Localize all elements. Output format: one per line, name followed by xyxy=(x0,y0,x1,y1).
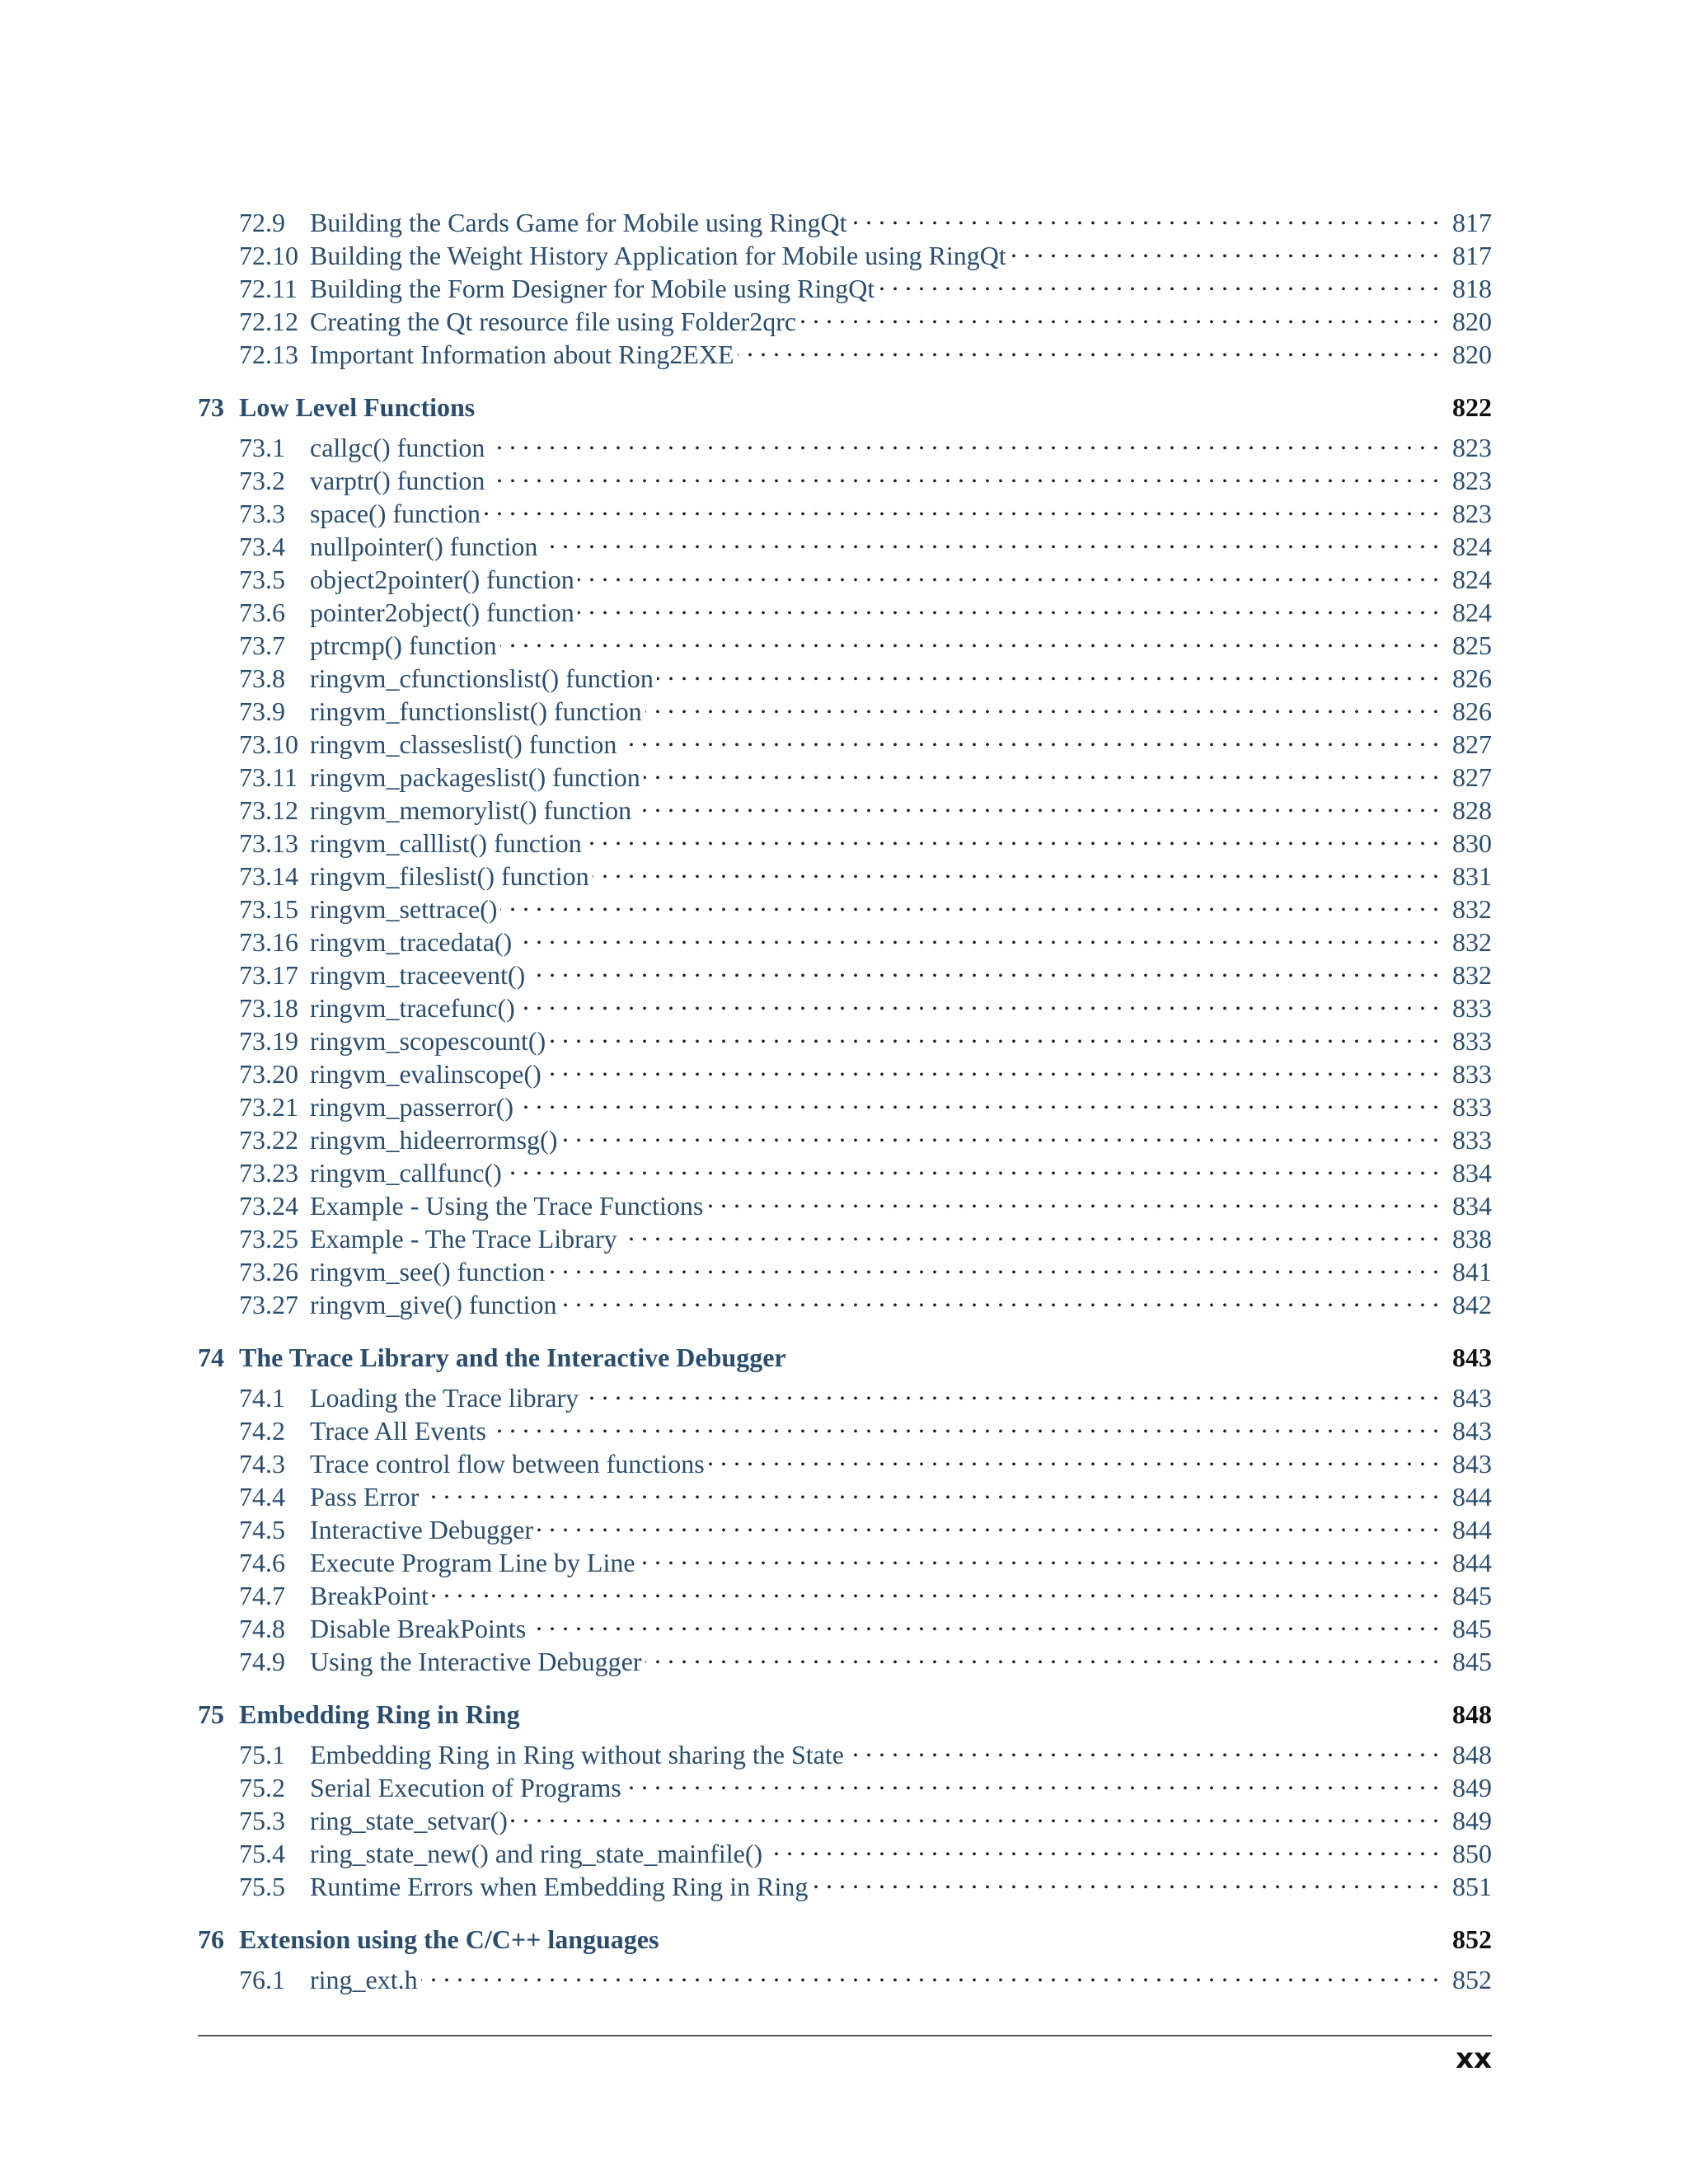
dot-leader xyxy=(537,1506,1439,1539)
section-number: 72.10 xyxy=(239,241,298,270)
section-number: 73.10 xyxy=(239,729,298,759)
dot-leader xyxy=(706,1182,1439,1215)
section-number: 74.7 xyxy=(239,1581,285,1610)
section-page-number: 820 xyxy=(1452,307,1492,336)
dot-leader xyxy=(500,885,1439,918)
dot-leader xyxy=(639,1539,1439,1572)
section-title: Execute Program Line by Line xyxy=(310,1548,635,1577)
chapter-heading-link[interactable] xyxy=(198,1341,1492,1374)
dot-leader xyxy=(432,1572,1439,1605)
section-page-number: 825 xyxy=(1452,630,1492,660)
section-title: ring_state_setvar() xyxy=(310,1806,508,1835)
chapter-title: Embedding Ring in Ring xyxy=(239,1699,520,1729)
section-number: 73.24 xyxy=(239,1191,298,1221)
dot-leader xyxy=(560,1116,1439,1149)
section-number: 73.22 xyxy=(239,1125,298,1155)
dot-leader xyxy=(645,1638,1439,1671)
section-number: 73.4 xyxy=(239,532,285,561)
section-page-number: 817 xyxy=(1452,241,1492,270)
section-title: ptrcmp() function xyxy=(310,630,497,660)
section-title: ringvm_fileslist() function xyxy=(310,861,589,891)
dot-leader xyxy=(738,330,1439,363)
section-number: 73.13 xyxy=(239,828,298,858)
section-page-number: 818 xyxy=(1452,274,1492,303)
dot-leader xyxy=(878,265,1439,298)
section-number: 74.2 xyxy=(239,1416,285,1446)
section-number: 73.11 xyxy=(239,762,298,792)
footer-page-number: xx xyxy=(1456,2042,1492,2075)
table-of-contents xyxy=(198,199,1492,1994)
dot-leader xyxy=(545,1050,1439,1083)
toc-entry-link[interactable] xyxy=(198,1374,1492,1413)
section-title: ringvm_tracedata() xyxy=(310,927,513,957)
section-page-number: 823 xyxy=(1452,499,1492,528)
section-number: 74.5 xyxy=(239,1515,285,1544)
section-number: 73.1 xyxy=(239,433,285,462)
section-title: pointer2object() function xyxy=(310,598,574,627)
toc-group xyxy=(198,1698,1492,1901)
section-title: Runtime Errors when Embedding Ring in Ring xyxy=(310,1872,809,1901)
dot-leader xyxy=(528,951,1439,984)
dot-leader xyxy=(490,1407,1439,1440)
dot-leader xyxy=(708,1440,1439,1473)
section-page-number: 824 xyxy=(1452,598,1492,627)
section-title: Important Information about Ring2EXE xyxy=(310,340,734,369)
section-page-number: 844 xyxy=(1452,1482,1492,1511)
section-page-number: 824 xyxy=(1452,532,1492,561)
section-page-number: 827 xyxy=(1452,729,1492,759)
section-page-number: 851 xyxy=(1452,1872,1492,1901)
section-title: ringvm_memorylist() function xyxy=(310,795,632,825)
section-number: 73.19 xyxy=(239,1026,298,1056)
section-title: Trace All Events xyxy=(310,1416,486,1446)
section-number: 72.12 xyxy=(239,307,298,336)
section-title: ringvm_settrace() xyxy=(310,894,498,924)
dot-leader xyxy=(484,490,1439,523)
section-title: Building the Cards Game for Mobile using RingQt xyxy=(310,208,847,237)
dot-leader xyxy=(421,1956,1439,1989)
section-page-number: 823 xyxy=(1452,466,1492,495)
section-number: 73.6 xyxy=(239,598,285,627)
dot-leader xyxy=(645,687,1439,720)
section-title: Building the Weight History Application for Mobile using RingQt xyxy=(310,241,1006,270)
section-page-number: 845 xyxy=(1452,1647,1492,1676)
section-page-number: 824 xyxy=(1452,565,1492,594)
dot-leader xyxy=(529,1605,1439,1638)
section-number: 73.2 xyxy=(239,466,285,495)
toc-entry-link[interactable] xyxy=(198,1956,1492,1994)
section-title: ringvm_callfunc() xyxy=(310,1158,502,1188)
section-title: Disable BreakPoints xyxy=(310,1614,527,1643)
chapter-title: Low Level Functions xyxy=(239,392,476,422)
section-title: Example - Using the Trace Functions xyxy=(310,1191,704,1221)
dot-leader xyxy=(517,1083,1439,1116)
section-page-number: 848 xyxy=(1452,1740,1492,1769)
dot-leader xyxy=(578,588,1439,621)
section-page-number: 843 xyxy=(1452,1416,1492,1446)
section-number: 74.3 xyxy=(239,1449,285,1479)
dot-leader xyxy=(585,819,1439,852)
section-number: 73.27 xyxy=(239,1290,298,1319)
dot-leader xyxy=(518,984,1439,1017)
dot-leader xyxy=(505,1149,1439,1182)
section-page-number: 834 xyxy=(1452,1158,1492,1188)
section-title: object2pointer() function xyxy=(310,565,574,594)
dot-leader xyxy=(657,654,1439,687)
section-title: Pass Error xyxy=(310,1482,420,1511)
section-number: 73.5 xyxy=(239,565,285,594)
section-page-number: 850 xyxy=(1452,1839,1492,1868)
dot-leader xyxy=(560,1281,1439,1314)
section-page-number: 820 xyxy=(1452,340,1492,369)
dot-leader xyxy=(621,1215,1439,1248)
section-page-number: 833 xyxy=(1452,993,1492,1023)
section-number: 76.1 xyxy=(239,1965,285,1994)
section-number: 73.8 xyxy=(239,663,285,693)
chapter-heading-link[interactable] xyxy=(198,391,1492,424)
section-title: Using the Interactive Debugger xyxy=(310,1647,642,1676)
section-title: ring_state_new() and ring_state_mainfile() xyxy=(310,1839,763,1868)
section-page-number: 849 xyxy=(1452,1806,1492,1835)
section-page-number: 831 xyxy=(1452,861,1492,891)
section-title: Example - The Trace Library xyxy=(310,1224,617,1254)
section-page-number: 828 xyxy=(1452,795,1492,825)
section-number: 73.14 xyxy=(239,861,298,891)
dot-leader xyxy=(578,555,1439,588)
section-title: callgc() function xyxy=(310,433,485,462)
section-title: ringvm_scopescount() xyxy=(310,1026,546,1056)
section-page-number: 826 xyxy=(1452,663,1492,693)
section-page-number: 833 xyxy=(1452,1125,1492,1155)
section-title: ringvm_packageslist() function xyxy=(310,762,640,792)
section-page-number: 827 xyxy=(1452,762,1492,792)
section-page-number: 830 xyxy=(1452,828,1492,858)
chapter-heading-link[interactable] xyxy=(198,1698,1492,1731)
dot-leader xyxy=(644,753,1439,786)
section-number: 73.25 xyxy=(239,1224,298,1254)
dot-leader xyxy=(500,621,1439,654)
section-page-number: 832 xyxy=(1452,927,1492,957)
section-page-number: 849 xyxy=(1452,1773,1492,1802)
dot-leader xyxy=(799,298,1439,330)
section-page-number: 834 xyxy=(1452,1191,1492,1221)
section-number: 73.26 xyxy=(239,1257,298,1286)
section-title: ringvm_tracefunc() xyxy=(310,993,515,1023)
section-number: 73.17 xyxy=(239,960,298,990)
dot-leader xyxy=(582,1374,1439,1407)
section-page-number: 845 xyxy=(1452,1614,1492,1643)
section-title: Interactive Debugger xyxy=(310,1515,533,1544)
chapter-number: 74 xyxy=(198,1343,224,1372)
section-title: nullpointer() function xyxy=(310,532,538,561)
section-page-number: 852 xyxy=(1452,1965,1492,1994)
section-number: 74.8 xyxy=(239,1614,285,1643)
section-page-number: 833 xyxy=(1452,1059,1492,1089)
section-title: Trace control flow between functions xyxy=(310,1449,705,1479)
dot-leader xyxy=(422,1473,1439,1506)
dot-leader xyxy=(549,1017,1439,1050)
toc-group xyxy=(198,1341,1492,1676)
section-number: 73.21 xyxy=(239,1092,298,1122)
chapter-page-number: 843 xyxy=(1452,1343,1492,1372)
section-number: 73.20 xyxy=(239,1059,298,1089)
section-number: 73.16 xyxy=(239,927,298,957)
section-title: Serial Execution of Programs xyxy=(310,1773,621,1802)
dot-leader xyxy=(515,918,1439,951)
section-number: 73.18 xyxy=(239,993,298,1023)
section-page-number: 845 xyxy=(1452,1581,1492,1610)
section-title: BreakPoint xyxy=(310,1581,429,1610)
section-number: 75.4 xyxy=(239,1839,285,1868)
section-page-number: 842 xyxy=(1452,1290,1492,1319)
chapter-page-number: 852 xyxy=(1452,1924,1492,1954)
section-page-number: 826 xyxy=(1452,696,1492,726)
dot-leader xyxy=(625,1764,1439,1797)
section-title: ringvm_classeslist() function xyxy=(310,729,617,759)
section-number: 73.12 xyxy=(239,795,298,825)
footer-divider xyxy=(198,2035,1492,2036)
section-number: 73.9 xyxy=(239,696,285,726)
section-number: 73.23 xyxy=(239,1158,298,1188)
section-page-number: 832 xyxy=(1452,894,1492,924)
section-number: 75.2 xyxy=(239,1773,285,1802)
section-page-number: 832 xyxy=(1452,960,1492,990)
section-number: 74.9 xyxy=(239,1647,285,1676)
section-title: ring_ext.h xyxy=(310,1965,418,1994)
dot-leader xyxy=(541,523,1439,555)
section-number: 74.6 xyxy=(239,1548,285,1577)
section-title: ringvm_functionslist() function xyxy=(310,696,642,726)
section-number: 73.15 xyxy=(239,894,298,924)
section-number: 75.3 xyxy=(239,1806,285,1835)
section-number: 73.7 xyxy=(239,630,285,660)
dot-leader xyxy=(511,1797,1439,1830)
section-title: ringvm_see() function xyxy=(310,1257,546,1286)
section-page-number: 841 xyxy=(1452,1257,1492,1286)
section-title: varptr() function xyxy=(310,466,485,495)
toc-entry-link[interactable] xyxy=(198,424,1492,462)
section-page-number: 843 xyxy=(1452,1449,1492,1479)
section-number: 73.3 xyxy=(239,499,285,528)
dot-leader xyxy=(488,424,1439,457)
section-page-number: 838 xyxy=(1452,1224,1492,1254)
section-title: ringvm_traceevent() xyxy=(310,960,526,990)
section-title: ringvm_passerror() xyxy=(310,1092,514,1122)
section-page-number: 823 xyxy=(1452,433,1492,462)
chapter-number: 73 xyxy=(198,392,224,422)
section-page-number: 833 xyxy=(1452,1092,1492,1122)
chapter-page-number: 822 xyxy=(1452,392,1492,422)
dot-leader xyxy=(811,1863,1439,1896)
toc-entry-link[interactable] xyxy=(198,199,1492,237)
dot-leader xyxy=(593,852,1439,885)
section-title: ringvm_calllist() function xyxy=(310,828,582,858)
section-number: 75.1 xyxy=(239,1740,285,1769)
toc-entry-link[interactable] xyxy=(198,1731,1492,1769)
section-page-number: 833 xyxy=(1452,1026,1492,1056)
section-title: space() function xyxy=(310,499,481,528)
section-title: ringvm_evalinscope() xyxy=(310,1059,542,1089)
dot-leader xyxy=(851,199,1440,232)
section-number: 74.1 xyxy=(239,1383,285,1413)
section-number: 72.9 xyxy=(239,208,285,237)
chapter-title: Extension using the C/C++ languages xyxy=(239,1924,659,1954)
section-title: Embedding Ring in Ring without sharing the State xyxy=(310,1740,844,1769)
toc-group xyxy=(198,199,1492,369)
section-number: 75.5 xyxy=(239,1872,285,1901)
section-title: ringvm_cfunctionslist() function xyxy=(310,663,654,693)
section-number: 74.4 xyxy=(239,1482,285,1511)
section-page-number: 844 xyxy=(1452,1548,1492,1577)
section-title: Building the Form Designer for Mobile using RingQt xyxy=(310,274,875,303)
section-title: Creating the Qt resource file using Folder2qrc xyxy=(310,307,797,336)
chapter-number: 76 xyxy=(198,1924,224,1954)
dot-leader xyxy=(635,786,1439,819)
section-number: 72.13 xyxy=(239,340,298,369)
section-title: ringvm_give() function xyxy=(310,1290,557,1319)
chapter-heading-link[interactable] xyxy=(198,1923,1492,1956)
section-page-number: 844 xyxy=(1452,1515,1492,1544)
section-title: Loading the Trace library xyxy=(310,1383,579,1413)
chapter-title: The Trace Library and the Interactive Debugger xyxy=(239,1343,786,1372)
dot-leader xyxy=(620,720,1439,753)
section-title: ringvm_hideerrormsg() xyxy=(310,1125,558,1155)
dot-leader xyxy=(1010,232,1439,265)
dot-leader xyxy=(847,1731,1439,1764)
toc-group xyxy=(198,391,1492,1319)
chapter-number: 75 xyxy=(198,1699,224,1729)
toc-group xyxy=(198,1923,1492,1994)
section-page-number: 817 xyxy=(1452,208,1492,237)
dot-leader xyxy=(766,1830,1439,1863)
section-number: 72.11 xyxy=(239,274,298,303)
section-page-number: 843 xyxy=(1452,1383,1492,1413)
dot-leader xyxy=(488,457,1439,490)
chapter-page-number: 848 xyxy=(1452,1699,1492,1729)
dot-leader xyxy=(548,1248,1439,1281)
